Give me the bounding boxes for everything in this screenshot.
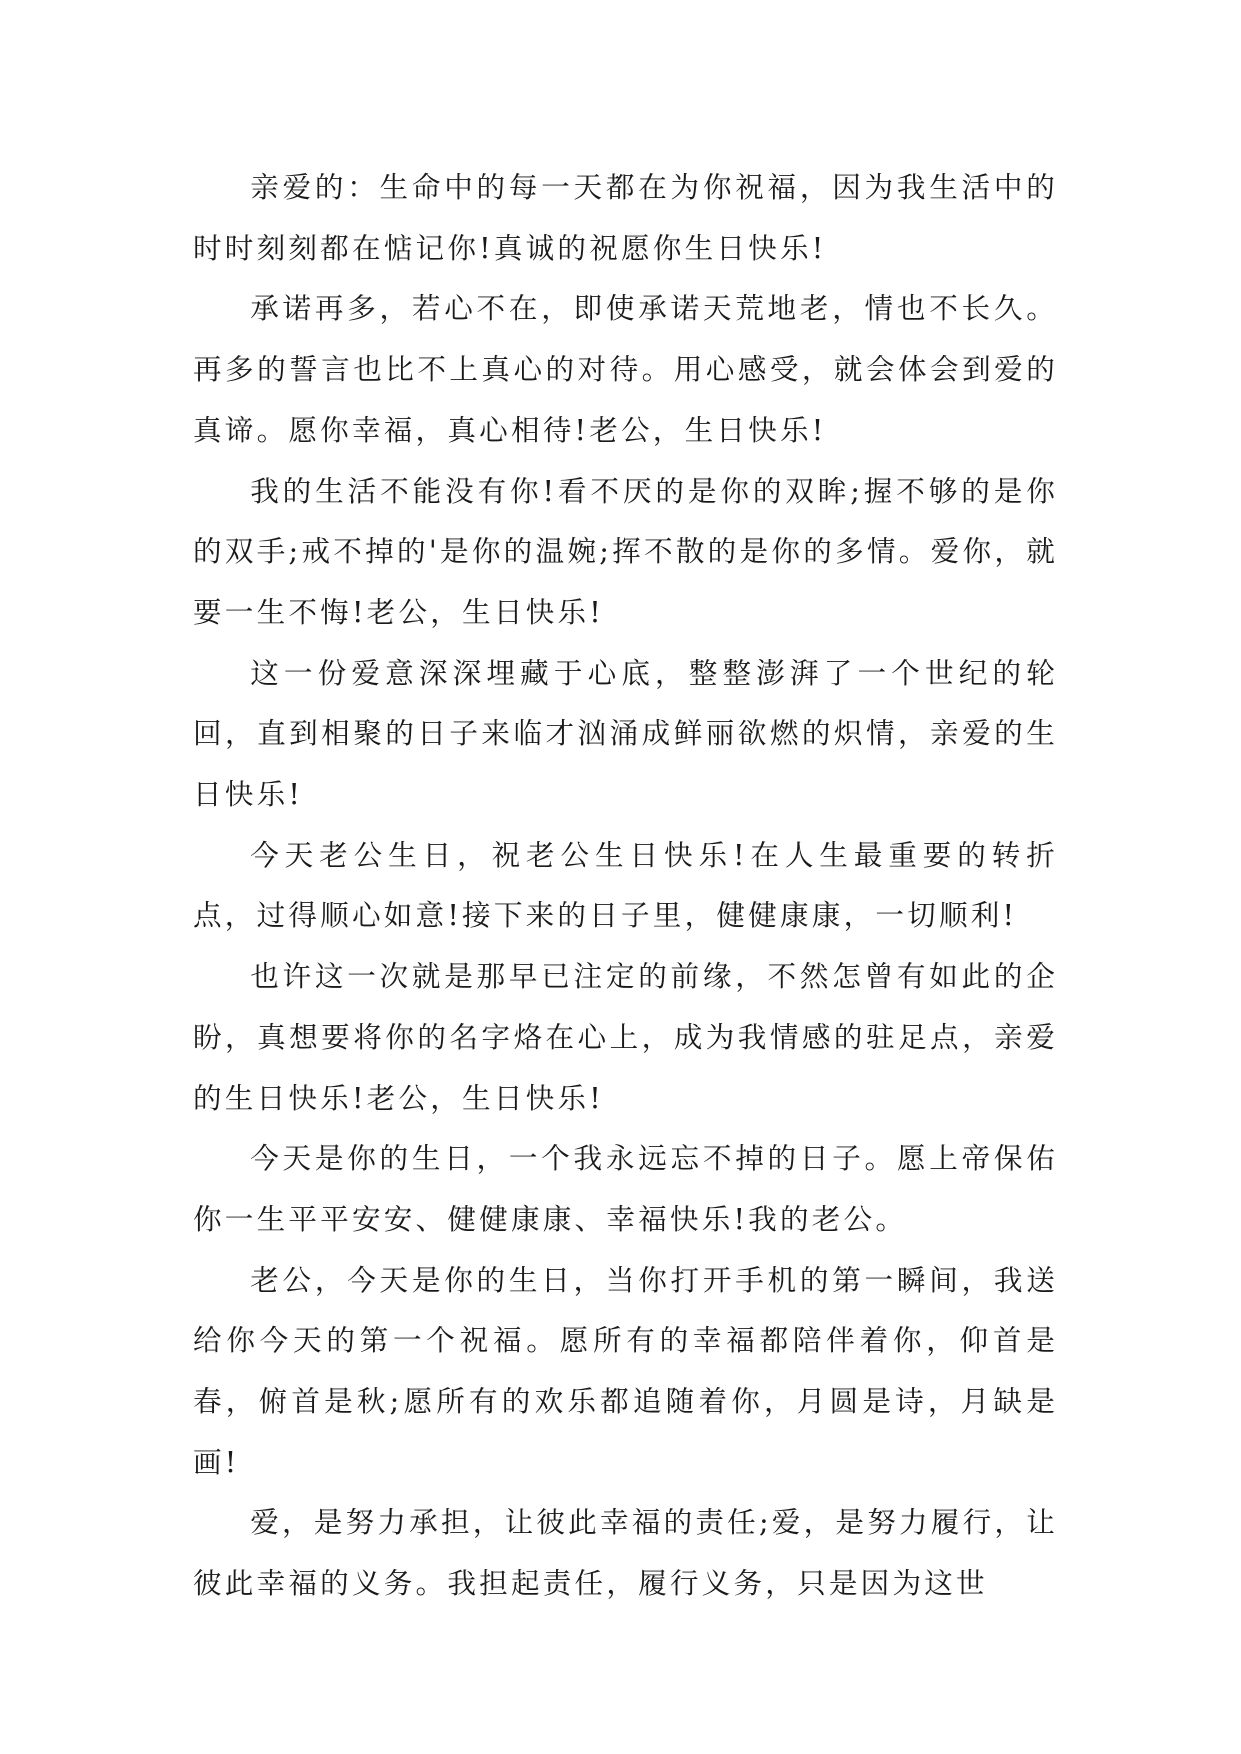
paragraph: 今天老公生日，祝老公生日快乐!在人生最重要的转折点，过得顺心如意!接下来的日子里，健健康康，一切顺利! (193, 837, 1058, 933)
paragraph: 这一份爱意深深埋藏于心底，整整澎湃了一个世纪的轮回，直到相聚的日子来临才汹涌成鲜丽欲燃的炽情，亲爱的生日快乐! (193, 655, 1058, 812)
paragraph: 也许这一次就是那早已注定的前缘，不然怎曾有如此的企盼，真想要将你的名字烙在心上，成为我情感的驻足点，亲爱的生日快乐!老公，生日快乐! (193, 959, 1058, 1115)
paragraph: 亲爱的：生命中的每一天都在为你祝福，因为我生活中的时时刻刻都在惦记你!真诚的祝愿你生日快乐! (193, 170, 1058, 265)
document-body (193, 157, 1058, 1614)
paragraph: 今天是你的生日，一个我永远忘不掉的日子。愿上帝保佑你一生平平安安、健健康康、幸福快乐!我的老公。 (193, 1141, 1058, 1236)
paragraph: 承诺再多，若心不在，即使承诺天荒地老，情也不长久。再多的誓言也比不上真心的对待。用心感受，就会体会到爱的真谛。愿你幸福，真心相待!老公，生日快乐! (193, 291, 1058, 447)
paragraph: 我的生活不能没有你!看不厌的是你的双眸;握不够的是你的双手;戒不掉的'是你的温婉;挥不散的是你的多情。爱你，就要一生不悔!老公，生日快乐! (193, 473, 1058, 629)
paragraph: 爱，是努力承担，让彼此幸福的责任;爱，是努力履行，让彼此幸福的义务。我担起责任，履行义务，只是因为这世 (193, 1505, 1058, 1601)
paragraph: 老公，今天是你的生日，当你打开手机的第一瞬间，我送给你今天的第一个祝福。愿所有的幸福都陪伴着你，仰首是春，俯首是秋;愿所有的欢乐都追随着你，月圆是诗，月缺是画! (193, 1262, 1058, 1479)
